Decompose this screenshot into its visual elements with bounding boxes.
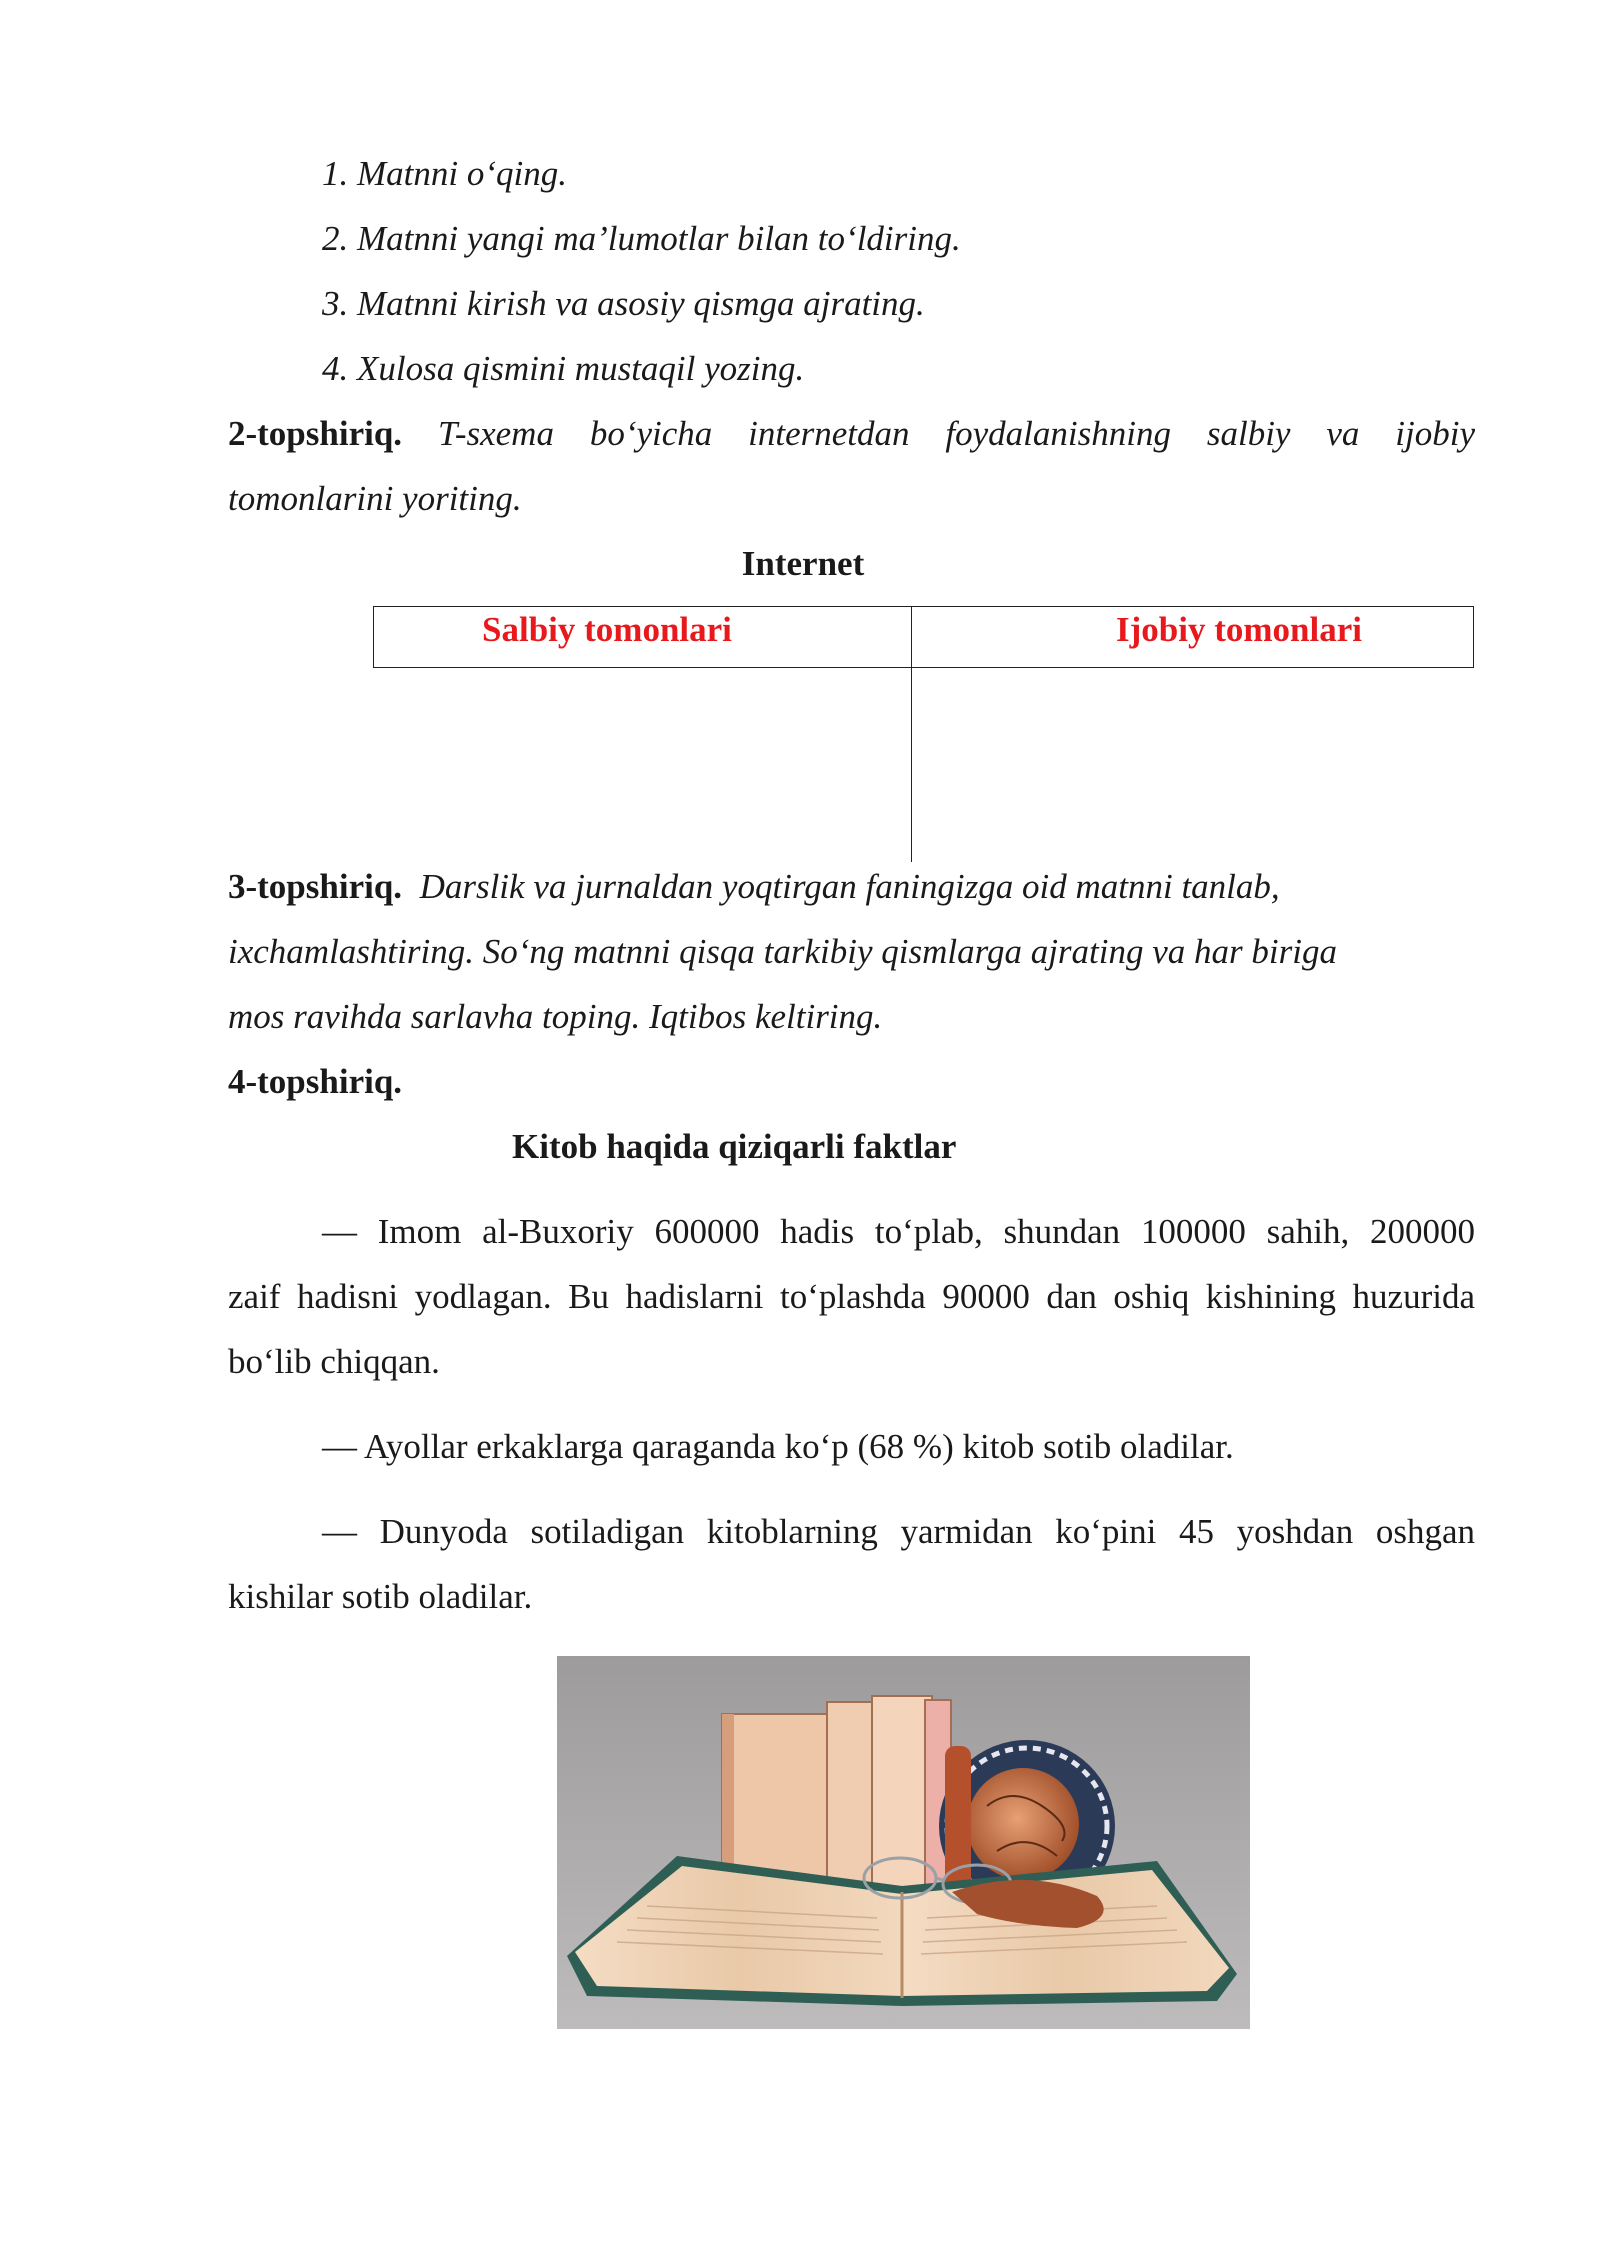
task2-text-line2: tomonlarini yoriting.	[228, 479, 522, 518]
task3-text-line2: ixchamlashtiring. So‘ng matnni qisqa tarkibiy qismlarga ajrating va har biriga	[228, 932, 1337, 971]
fact-1-line1: — Imom al-Buxoriy 600000 hadis to‘plab, shundan 100000 sahih, 200000	[322, 1212, 1475, 1251]
task3-text-line3: mos ravihda sarlavha toping. Iqtibos keltiring.	[228, 997, 883, 1036]
task2-paragraph	[228, 412, 1475, 456]
task3-label: 3-topshiriq.	[228, 867, 403, 906]
fact-1-line3: bo‘lib chiqqan.	[228, 1342, 440, 1381]
step-2: 2. Matnni yangi ma’lumotlar bilan to‘ldiring.	[322, 219, 961, 258]
fact-1-line2: zaif hadisni yodlagan. Bu hadislarni to‘plashda 90000 dan oshiq kishining huzurida	[228, 1277, 1475, 1316]
task2-text-line1: T-sxema bo‘yicha internetdan foydalanishning salbiy va ijobiy	[437, 414, 1475, 453]
tschema-title: Internet	[741, 544, 865, 583]
fact-3-line2: kishilar sotib oladilar.	[228, 1577, 533, 1616]
tschema-right-header: Ijobiy tomonlari	[1116, 610, 1362, 649]
step-4: 4. Xulosa qismini mustaqil yozing.	[322, 349, 805, 388]
task2-label: 2-topshiriq.	[228, 414, 403, 453]
books-and-globe-image	[557, 1656, 1250, 2029]
fact-2: — Ayollar erkaklarga qaraganda ko‘p (68 %) kitob sotib oladilar.	[322, 1427, 1234, 1466]
task3-line1	[228, 865, 1280, 909]
tschema-divider	[911, 606, 912, 862]
task4-label: 4-topshiriq.	[228, 1062, 403, 1101]
step-1: 1. Matnni o‘qing.	[322, 154, 567, 193]
step-3: 3. Matnni kirish va asosiy qismga ajrating.	[322, 284, 925, 323]
fact-3-line1: — Dunyoda sotiladigan kitoblarning yarmidan ko‘pini 45 yoshdan oshgan	[322, 1512, 1475, 1551]
task3-text-line1: Darslik va jurnaldan yoqtirgan faningizga oid matnni tanlab,	[419, 867, 1280, 906]
task4-heading: Kitob haqida qiziqarli faktlar	[512, 1127, 957, 1166]
tschema-left-header: Salbiy tomonlari	[482, 610, 732, 649]
